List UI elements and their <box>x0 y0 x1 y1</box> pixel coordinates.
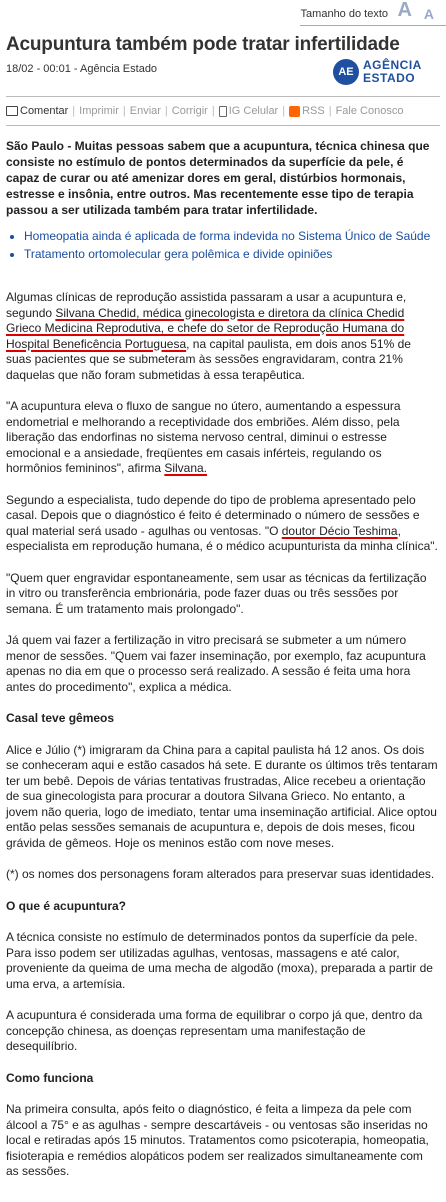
related-links <box>6 228 446 264</box>
text-size-label: Tamanho do texto <box>300 8 388 20</box>
print-link[interactable]: Imprimir <box>79 105 119 117</box>
ig-celular-link[interactable] <box>219 105 279 117</box>
printer-icon <box>6 106 18 116</box>
ig-celular-label: IG Celular <box>228 105 279 117</box>
lead-paragraph: São Paulo - Muitas pessoas sabem que a acupuntura, técnica chinesa que consiste no estímulo de pontos determinados da superfície da pele, é capaz de curar ou até amenizar dores em geral, distúrbios hormonais, estresse e insônia, entre outros. Mas recentemente esse tipo de terapia passou a ser utilizada também para tratar infertilidade. <box>6 139 430 217</box>
contact-link[interactable]: Fale Conosco <box>335 105 404 117</box>
logo-line1: AGÊNCIA <box>363 58 422 72</box>
increase-font-button[interactable]: A <box>397 0 412 21</box>
send-link[interactable]: Enviar <box>129 105 161 117</box>
article-lead <box>6 138 436 218</box>
top-bar <box>0 0 446 26</box>
section-heading: O que é acupuntura? <box>6 898 127 913</box>
comment-label: Comentar <box>20 105 69 117</box>
article-title: Acupuntura também pode tratar infertilidade <box>6 34 400 55</box>
paragraph: Na primeira consulta, após feito o diagnóstico, é feita a limpeza da pele com álcool a 75° e as agulhas - sempre descartáveis - ou ventosas são inseridas no local e retiradas após 15 minutos. Tratamentos como psicoterapia, homeopatia, fisioterapia e remédios alopáticos podem ser realizados simultaneamente com as sessões. <box>6 1102 429 1178</box>
article-body <box>6 290 438 1196</box>
top-divider <box>300 25 446 26</box>
rss-icon <box>289 106 300 117</box>
paragraph: A acupuntura é considerada uma forma de equilibrar o corpo já que, dentro da concepção chinesa, as doenças representam uma manifestação de desequilíbrio. <box>6 1008 423 1053</box>
paragraph: "Quem quer engravidar espontaneamente, sem usar as técnicas da fertilização in vitro ou transferência embrionária, pode fazer duas ou três sessões por semana. É um tratamento mais prolongado". <box>6 570 427 616</box>
fix-link[interactable]: Corrigir <box>171 105 208 117</box>
paragraph: Algumas clínicas de reprodução assistida passaram a usar a acupuntura e, segundo Silvana Chedid, médica ginecologista e diretora da clínica Chedid Grieco Medicina Reprodutiva, e chefe do setor de Reprodução Humana do Hospital Beneficência Portuguesa, na capital paulista, em dois anos 51% de suas pacientes que se submeteram às sessões engravidaram, contra 21% daquelas que não foram submetidas à essa terapêutica. <box>6 290 411 382</box>
article-toolbar: Comentar | Imprimir | Enviar | Corrigir | IG Celular | RSS | Fale Conosco <box>6 96 440 126</box>
article-meta: 18/02 - 00:01 - Agência Estado <box>6 63 158 75</box>
paragraph: "A acupuntura eleva o fluxo de sangue no útero, aumentando a espessura endometrial e melhorando a receptividade dos embriões. Além disso, pela liberação das endorfinas no sistema nervoso central, diminui o estresse emocional e a ansiedade, freqüentes em casais inférteis, regulando os hormônios femininos", afirma Silvana. <box>6 399 401 475</box>
section-heading: Casal teve gêmeos <box>6 711 115 725</box>
related-link[interactable]: • Homeopatia ainda é aplicada de forma indevida no Sistema Único de Saúde <box>24 228 446 244</box>
paragraph: A técnica consiste no estímulo de determinados pontos da superfície da pele. Para isso podem ser utilizadas agulhas, ventosas, massagens e até calor, proveniente da queima de uma mecha de algodão (moxa), preparada a partir de uma erva, a artemísia. <box>6 930 433 991</box>
paragraph: Já quem vai fazer a fertilização in vitro precisará se submeter a um número menor de sessões. "Quem vai fazer inseminação, por exemplo, faz acupuntura apenas no dia em que o processo será realizado. A sessão é feita uma hora antes do procedimento", explica a médica. <box>6 633 426 694</box>
paragraph: Alice e Júlio (*) imigraram da China para a capital paulista há 12 anos. Os dois se conheceram aqui e estão casados há sete. E durante os últimos três tentaram ter um bebê. Depois de várias tentativas frustradas, Alice recebeu a orientação de sua ginecologista para procurar a doutora Silvana Grieco. No entanto, a jovem não queria, logo de imediato, tentar uma inseminação artificial. Alice optou então pelas sessões semanais de acupuntura e, depois de dois meses, ficou grávida de gêmeos. Hoje os meninos estão com nove meses. <box>6 742 438 850</box>
rss-label: RSS <box>302 105 325 117</box>
paragraph: (*) os nomes dos personagens foram alterados para preservar suas identidades. <box>6 867 435 881</box>
highlighted-name: Silvana. <box>164 461 208 475</box>
related-link[interactable]: • Tratamento ortomolecular gera polêmica e divide opiniões <box>24 246 446 262</box>
section-heading: Como funciona <box>6 1070 94 1085</box>
logo-badge: AE <box>333 59 359 85</box>
paragraph: Segundo a especialista, tudo depende do tipo de problema apresentado pelo casal. Depois que o diagnóstico é feito é determinado o número de sessões e qual material será usado - agulhas ou ventosas. "O doutor Décio Teshima, especialista em reprodução humana, é o médico acupunturista da minha clínica". <box>6 492 438 553</box>
logo-line2: ESTADO <box>363 71 416 85</box>
decrease-font-button[interactable]: A <box>423 6 434 22</box>
highlighted-name: doutor Décio Teshima <box>281 523 398 538</box>
comment-link[interactable] <box>6 105 68 117</box>
rss-link[interactable] <box>289 105 325 117</box>
highlighted-name: Silvana Chedid, médica ginecologista e diretora da clínica Chedid Grieco Medicina Reprodutiva, e chefe do setor de Reprodução Humana do Hospital Beneficência Portuguesa <box>6 305 405 351</box>
mobile-phone-icon <box>219 106 227 117</box>
agencia-estado-logo <box>333 57 439 87</box>
